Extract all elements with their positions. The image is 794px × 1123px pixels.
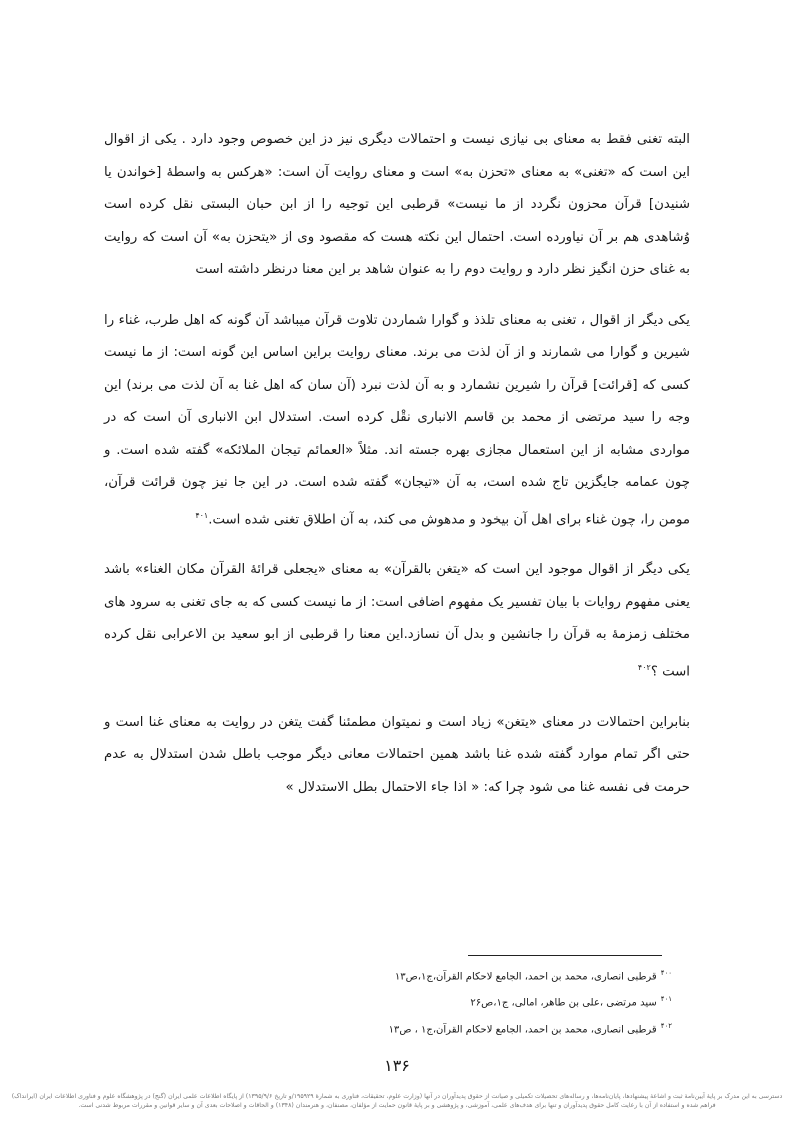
footnotes [300, 962, 672, 1041]
copyright-footer: دسترسی به این مدرک بر پایهٔ آیین‌نامهٔ ثبت و اشاعهٔ پیشنهادها، پایان‌نامه‌ها، و رساله‌های تحصیلات تکمیلی و صیانت از حقوق پدیدآوران در آنها (وزارت علوم، تحقیقات، فناوری به شمارهٔ ۱۹۵۹۲۹/و تاریخ ۱۳۹۵/۹/۶) از پایگاه اطلاعات علمی ایران (گنج) در پژوهشگاه علوم و فناوری اطلاعات ایران (ایرانداک) فراهم شده و استفاده از آن با رعایت کامل حقوق پدیدآوران و تنها برای هدف‌های علمی، آموزشی، و پژوهشی و بر پایهٔ قانون حمایت از مؤلفان، مصنفان، و هنرمندان (۱۳۴۸) و الحاقات و اصلاحات بعدی آن و سایر قوانین و مقررات مربوط شدنی است. [11, 1093, 783, 1109]
footnote-text: قرطبی انصاری، محمد بن احمد، الجامع لاحکام القرآن،ج۱،ص۱۳ [394, 971, 657, 983]
footnote-text: قرطبی انصاری، محمد بن احمد، الجامع لاحکام القرآن،ج۱ ، ص۱۳ [388, 1023, 657, 1035]
paragraph-3-text: یکی دیگر از اقوال موجود این است که «یتغن بالقرآن» به معنای «یجعلی قرائهٔ القرآن مکان الغناء» باشد یعنی مفهوم روایات با بیان تفسیر یک مفهوم اضافی است: از ما نیست کسی که به جای تغنی به سرود های مختلف زمزمهٔ به قرآن را جانشین و بدل آن نسازد.این معنا را قرطبی از ابو سعید بن الاعرابی نقل کرده است ؟ [104, 562, 690, 680]
paragraph-1: البته تغنی فقط به معنای بی نیازی نیست و احتمالات دیگری نیز دز این خصوص وجود دارد . یکی از اقوال این است که «تغنی» به معنای «تحزن به» است و معنای روایت آن است: «هرکس به واسطهٔ [خواندن یا شنیدن] قرآن محزون نگردد از ما نیست» قرطبی این توجیه را از ابن حبان البستی نقل کرده است وُشاهدی هم بر آن نیاورده است. احتمال این نکته هست که مقصود وی از «یتحزن به» آن است که روایت به غنای حزن انگیز نظر دارد و روایت دوم را به عنوان شاهد بر این معنا درنظر داشته است [104, 132, 690, 277]
footnote [300, 1015, 672, 1041]
footnote-number: ۴۰۲ [660, 1021, 672, 1030]
page-number: ۱۳۶ [384, 1056, 410, 1075]
footnote-number: ۴۰۰ [660, 969, 672, 977]
footnote [300, 988, 672, 1014]
paragraph-4: بنابراین احتمالات در معنای «یتغن» زیاد است و نمیتوان مطمئنا گفت یتغن در روایت به معنای غنا است و حتی اگر تمام موارد گفته شده غنا باشد همین احتمالات معانی دیگر موجب باطل شدن استدلال به عدم حرمت فی نفسه غنا می شود چرا که: « اذا جاء الاحتمال بطل الاستدلال » [104, 714, 690, 795]
footnote [300, 962, 672, 988]
paragraph-3 [104, 554, 690, 688]
body-text [104, 124, 690, 822]
footnote-divider [468, 955, 662, 956]
footnote-text: سید مرتضی ،علی بن طاهر، امالی، ج۱،ص۲۶ [470, 997, 657, 1009]
footnote-number: ۴۰۱ [660, 995, 672, 1004]
paragraph-2-text: یکی دیگر از اقوال ، تغنی به معنای تلذذ و گوارا شماردن تلاوت قرآن میباشد آن گونه که اهل طرب، غناء را شیرین و گوارا می شمارند و از آن لذت می برند. معنای روایت براین اساس این گونه است: از ما نیست کسی که [قرائت] قرآن را شیرین نشمارد و به آن لذت نبرد (آن سان که اهل غنا به آن لذت می برند) این وجه را سید مرتضی از محمد بن قاسم الانباری نقْل کرده است. استدلال ابن الانباری آن است که در مواردی مشابه از این استعمال مجازی بهره جسته اند. مثلاً «العمائم تیجان الملائکه» گفته شده است. و چون عمامه جایگزین تاج شده است، به آن «تیجان» گفته شده است. در این جا نیز چون قرائت قرآن، مومن را، چون غناء برای اهل آن بیخود و مدهوش می کند، به آن اطلاق تغنی شده است. [104, 312, 690, 527]
footnote-ref[interactable]: ۴۰۲ [637, 662, 651, 672]
footnote-ref[interactable]: ۴۰۱ [195, 510, 209, 520]
paragraph-2 [104, 305, 690, 537]
